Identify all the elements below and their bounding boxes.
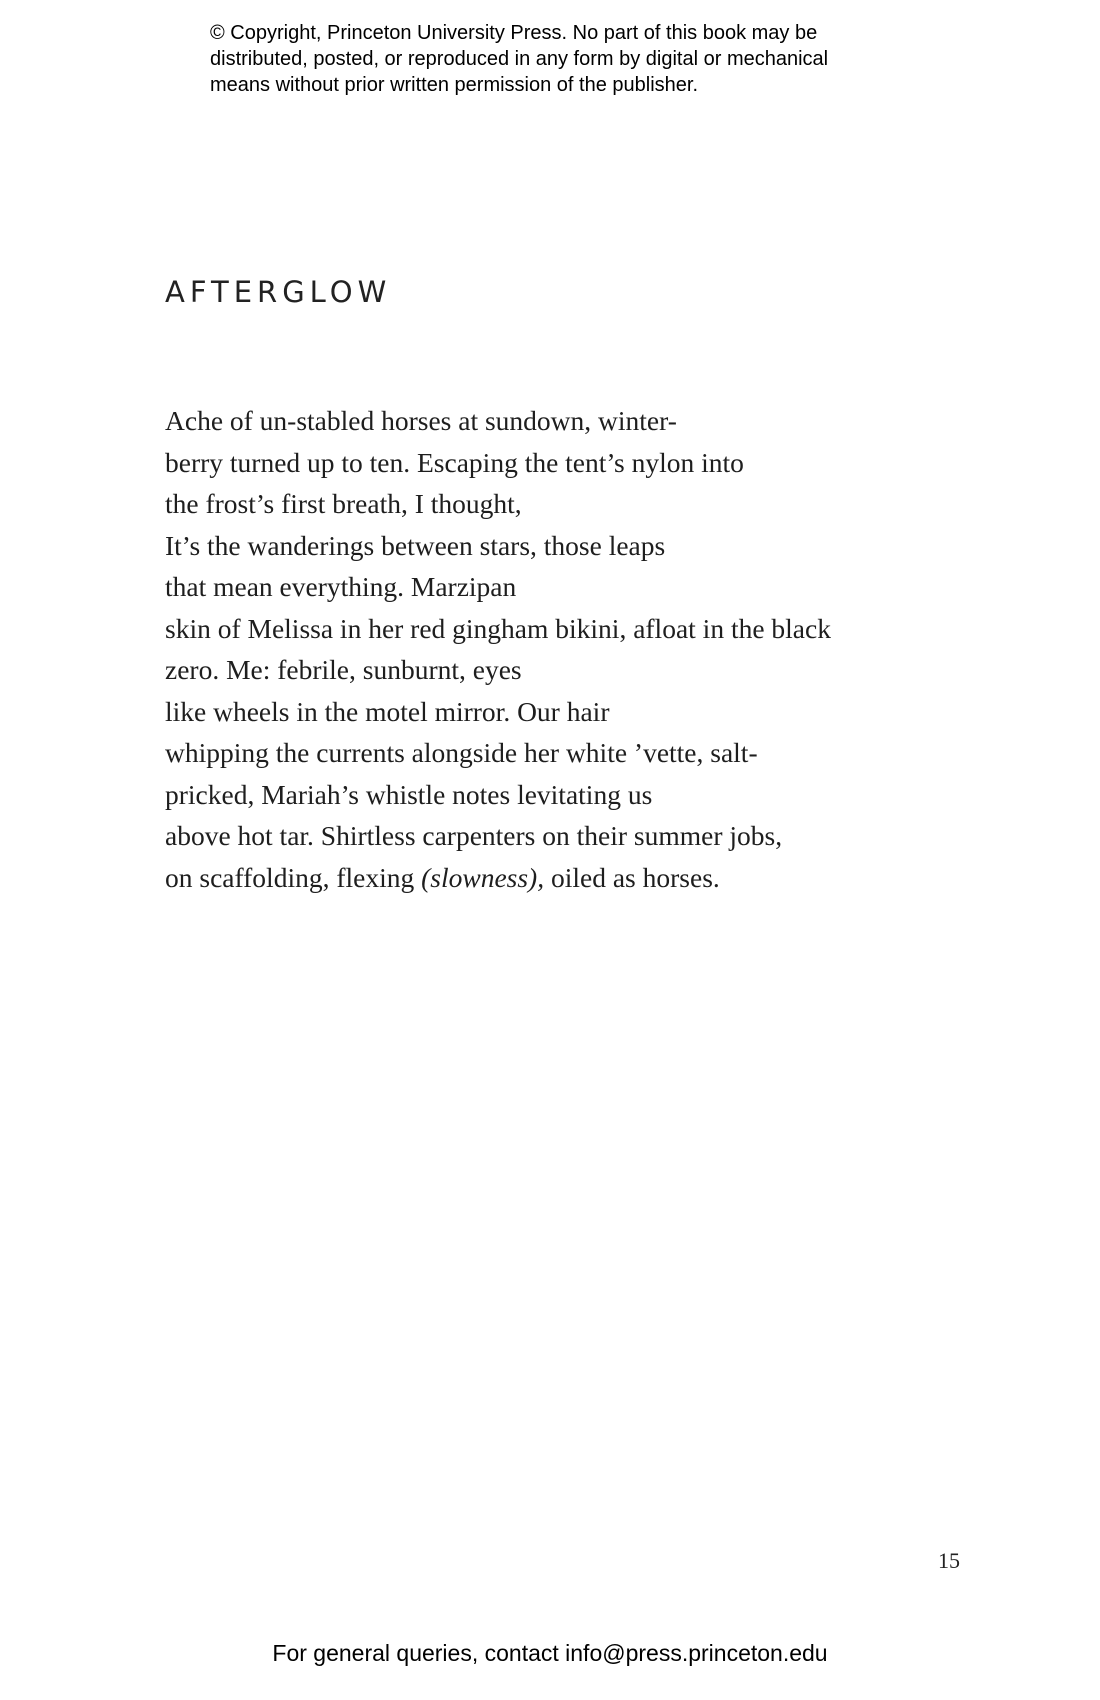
poem-line: skin of Melissa in her red gingham bikini, afloat in the black: [165, 612, 831, 644]
copyright-line: means without prior written permission of the publisher.: [210, 74, 699, 96]
copyright-line: distributed, posted, or reproduced in any form by digital or mechanical: [210, 48, 829, 70]
poem-line: whipping the currents alongside her white ’vette, salt-: [165, 737, 758, 768]
poem-line: that mean everything. Marzipan: [165, 571, 517, 602]
poem-line: the frost’s first breath, I thought,: [165, 488, 522, 519]
copyright-line: © Copyright, Princeton University Press. No part of this book may be: [210, 22, 818, 44]
copyright-notice: [210, 20, 930, 98]
footer-contact: For general queries, contact info@press.princeton.edu: [272, 1640, 828, 1666]
poem-last-line-end: oiled as horses.: [544, 861, 720, 893]
poem-body: [165, 400, 831, 898]
poem-line: pricked, Mariah’s whistle notes levitating us: [165, 778, 653, 810]
poem-last-line-start: on scaffolding, flexing: [165, 861, 422, 893]
poem-line: Ache of un-stabled horses at sundown, winter-: [165, 405, 677, 436]
poem-italic-word: (slowness),: [421, 861, 545, 893]
poem-line: above hot tar. Shirtless carpenters on their summer jobs,: [165, 820, 783, 851]
page-number: 15: [938, 1548, 960, 1573]
poem-title: AFTERGLOW: [165, 275, 392, 309]
poem-line: zero. Me: febrile, sunburnt, eyes: [165, 654, 522, 685]
poem-last-line: [165, 857, 831, 899]
poem-line: It’s the wanderings between stars, those leaps: [165, 529, 666, 561]
poem-line: berry turned up to ten. Escaping the tent’s nylon into: [165, 446, 744, 478]
poem-line: like wheels in the motel mirror. Our hair: [165, 695, 610, 727]
